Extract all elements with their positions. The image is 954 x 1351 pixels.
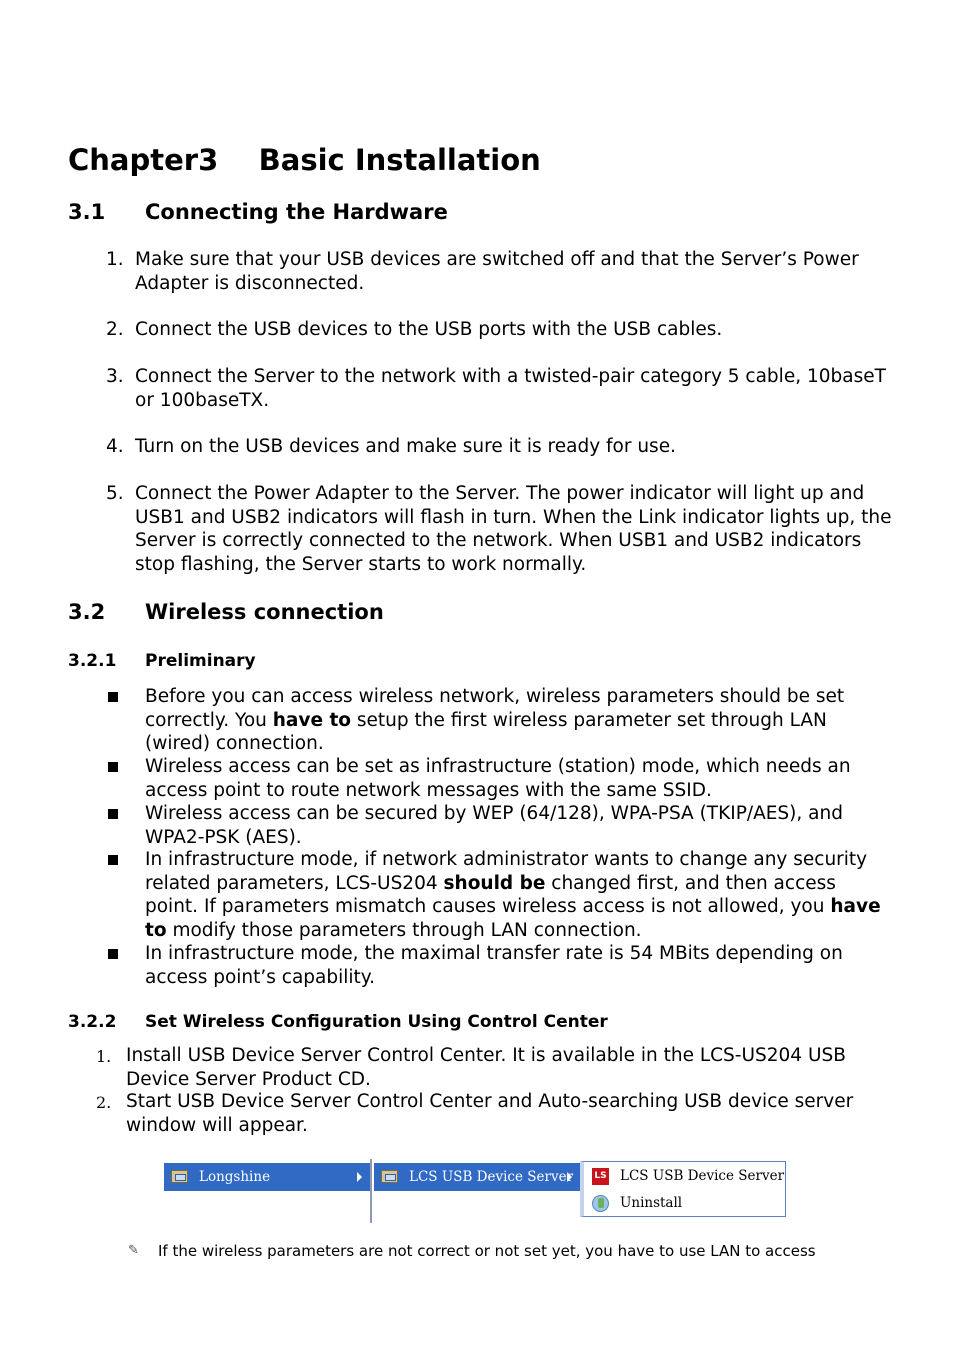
bullet-square-icon — [108, 692, 118, 702]
bullet-square-icon — [108, 855, 118, 865]
chapter-title — [68, 140, 541, 180]
section-heading-3-2: 3.2 Wireless connection — [68, 600, 384, 624]
control-center-step-1: 1. Install USB Device Server Control Center. It is available in the LCS-US204 USB Device Server Product CD. — [96, 1045, 846, 1090]
hardware-step-1: 1. Make sure that your USB devices are switched off and that the Server’s Power Adapter is disconnected. — [106, 249, 859, 294]
preliminary-bullet-1: Before you can access wireless network, wireless parameters should be set correctly. You have to setup the first wireless parameter set through LAN (wired) connection. — [106, 685, 892, 756]
preliminary-bullet-5: In infrastructure mode, the maximal transfer rate is 54 MBits depending on access point’s capability. — [106, 942, 892, 989]
control-center-step-2: 2. Start USB Device Server Control Center and Auto-searching USB device server window will appear. — [96, 1091, 854, 1136]
hardware-step-3: 3. Connect the Server to the network with a twisted-pair category 5 cable, 10baseT or 100baseTX. — [106, 366, 886, 411]
menu-item-longshine[interactable]: Longshine — [164, 1163, 370, 1191]
menu-separator — [370, 1159, 372, 1223]
bullet-square-icon — [108, 949, 118, 959]
bullet-square-icon — [108, 762, 118, 772]
submenu-arrow-icon — [357, 1172, 362, 1182]
note: ✎ If the wireless parameters are not correct or not set yet, you have to use LAN to access — [128, 1242, 816, 1260]
section-heading-3-1: 3.1 Connecting the Hardware — [68, 200, 448, 224]
chapter-number: Chapter3 — [68, 143, 219, 177]
program-folder-icon — [171, 1170, 188, 1183]
submenu — [580, 1161, 786, 1217]
preliminary-bullet-3: Wireless access can be secured by WEP (64/128), WPA-PSA (TKIP/AES), and WPA2-PSK (AES). — [106, 802, 892, 849]
menu-item-uninstall[interactable]: Uninstall — [584, 1190, 785, 1217]
section-heading-3-2-1: 3.2.1 Preliminary — [68, 651, 256, 671]
submenu-arrow-icon — [567, 1172, 572, 1182]
start-menu-screenshot — [164, 1159, 788, 1223]
program-folder-icon — [381, 1170, 398, 1183]
hardware-step-2: 2. Connect the USB devices to the USB ports with the USB cables. — [106, 319, 723, 340]
bullet-square-icon — [108, 809, 118, 819]
menu-item-lcs-usb-device-server-folder[interactable]: LCS USB Device Server — [374, 1163, 580, 1191]
uninstall-icon — [592, 1195, 609, 1212]
lcs-app-icon: LS — [592, 1168, 609, 1185]
preliminary-bullet-2: Wireless access can be set as infrastructure (station) mode, which needs an access point to route network messages with the same SSID. — [106, 755, 892, 802]
menu-item-lcs-usb-device-server[interactable]: LS LCS USB Device Server — [584, 1163, 785, 1190]
preliminary-bullet-4: In infrastructure mode, if network administrator wants to change any security related parameters, LCS-US204 should be changed first, and then access point. If parameters mismatch causes wireless access is not allowed, you have to modify those parameters through LAN connection. — [106, 848, 892, 942]
chapter-name: Basic Installation — [258, 143, 541, 177]
hardware-step-4: 4. Turn on the USB devices and make sure it is ready for use. — [106, 436, 676, 457]
pen-icon: ✎ — [128, 1243, 139, 1258]
hardware-step-5: 5. Connect the Power Adapter to the Server. The power indicator will light up and USB1 and USB2 indicators will flash in turn. When the Link indicator lights up, the Server is correctly connected to the network. When USB1 and USB2 indicators stop flashing, the Server starts to work normally. — [106, 483, 892, 575]
section-heading-3-2-2: 3.2.2 Set Wireless Configuration Using Control Center — [68, 1012, 608, 1032]
